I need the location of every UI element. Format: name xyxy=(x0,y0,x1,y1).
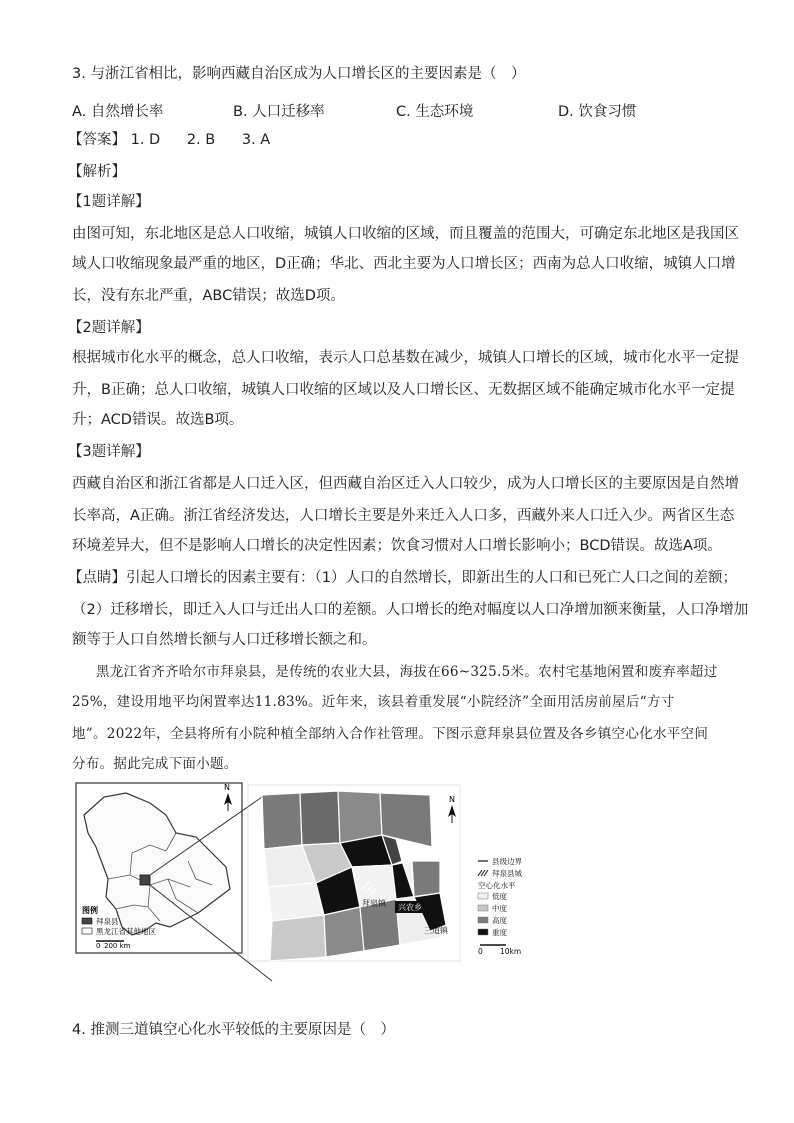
dianqing-line: 引起人口增长的因素主要有：（1）人口的自然增长，即新出生的人口和已死亡人口之间的差额； xyxy=(126,570,737,586)
detail3-line: 长率高，A正确。浙江省经济发达，人口增长主要是外来迁入人口多，西藏外来人口迁入少。两省区生态 xyxy=(72,508,735,524)
dianqing-line: （2）迁移增长，即迁入人口与迁出人口的差额。人口增长的绝对幅度以人口净增加额来衡量，人口净增加 xyxy=(72,602,749,618)
label-baiquan-town: 拜泉镇 xyxy=(362,899,386,908)
detail1-line: 由图可知，东北地区是总人口收缩，城镇人口收缩的区域，而且覆盖的范围大，可确定东北地区是我国区 xyxy=(72,226,739,242)
inset-legend-other: 黑龙江省其他地区 xyxy=(96,927,156,936)
inset-legend-swatch-other xyxy=(82,928,92,934)
legend-high: 高度 xyxy=(492,916,507,925)
dianqing-tag: 【点睛】 xyxy=(68,570,126,586)
q3-option-d: D. 饮食习惯 xyxy=(558,104,637,120)
dianqing-row xyxy=(68,568,737,588)
detail1-tag: 【1题详解】 xyxy=(68,194,150,210)
label-xingnong: 兴农乡 xyxy=(398,903,422,912)
answer-tag: 【答案】 xyxy=(68,132,126,148)
township-polygons xyxy=(262,791,446,961)
legend-low-swatch xyxy=(478,893,488,899)
legend-boundary: 县级边界 xyxy=(492,857,522,866)
q3-stem: 3. 与浙江省相比，影响西藏自治区成为人口增长区的主要因素是（ ） xyxy=(72,66,526,82)
inset-legend-baiquan: 拜泉县 xyxy=(96,917,119,926)
material-line: 黑龙江省齐齐哈尔市拜泉县，是传统的农业大县，海拔在66~325.5米。农村宅基地闲置和废弃率超过 xyxy=(96,664,718,680)
legend-mid: 中度 xyxy=(492,904,507,913)
detail2-line: 升，B正确；总人口收缩，城镇人口收缩的区域以及人口增长区、无数据区域不能确定城市化水平一定提 xyxy=(72,382,735,398)
inset-scale-zero: 0 xyxy=(96,942,101,950)
detail1-line: 域人口收缩现象最严重的地区，D正确；华北、西北主要为人口增长区；西南为总人口收缩，城镇人口增 xyxy=(72,256,736,272)
detail2-tag: 【2题详解】 xyxy=(68,320,150,336)
detail2-line: 升；ACD错误。故选B项。 xyxy=(72,412,244,428)
legend-seat-swatch xyxy=(478,870,488,876)
inset-legend-title: 图例 xyxy=(82,906,98,915)
dianqing-line: 额等于人口自然增长额与人口迁移增长额之和。 xyxy=(72,632,377,648)
analysis-tag: 【解析】 xyxy=(68,164,126,180)
legend-severe: 重度 xyxy=(492,928,507,937)
detail3-line: 西藏自治区和浙江省都是人口迁入区，但西藏自治区迁入人口较少，成为人口增长区的主要原因是自然增 xyxy=(72,476,739,492)
detail3-line: 环境差异大，但不是影响人口增长的决定性因素；饮食习惯对人口增长影响小；BCD错误。故选A项。 xyxy=(72,538,722,554)
detail2-line: 根据城市化水平的概念，总人口收缩，表示人口总基数在减少，城镇人口增长的区域，城市化水平一定提 xyxy=(72,350,739,366)
q3-option-c: C. 生态环境 xyxy=(396,104,474,120)
legend-seat: 拜泉县城 xyxy=(492,869,522,878)
q3-option-a: A. 自然增长率 xyxy=(72,104,164,120)
inset-baiquan xyxy=(140,875,150,885)
answer-item: 2. B xyxy=(186,132,216,148)
legend-low: 低度 xyxy=(492,892,507,901)
legend-scale-end: 10km xyxy=(500,947,522,956)
q4-stem: 4. 推测三道镇空心化水平较低的主要原因是（ ） xyxy=(72,1022,395,1038)
material-line: 分布。据此完成下面小题。 xyxy=(72,756,238,772)
figure-map xyxy=(0,775,794,1015)
q3-option-b: B. 人口迁移率 xyxy=(233,104,325,120)
material-line: 25%，建设用地平均闲置率达11.83%。近年来，该县着重发展“小院经济”全面用活房前屋后“方寸 xyxy=(72,694,675,710)
material-line: 地”。2022年，全县将所有小院种植全部纳入合作社管理。下图示意拜泉县位置及各乡镇空心化水平空间 xyxy=(72,726,709,742)
legend-scale-zero: 0 xyxy=(478,947,483,956)
answer-item: 3. A xyxy=(241,132,271,148)
detail3-tag: 【3题详解】 xyxy=(68,444,150,460)
map-legend xyxy=(478,856,522,956)
label-sandao: 三道镇 xyxy=(424,926,448,935)
inset-legend-swatch-baiquan xyxy=(82,918,92,924)
legend-high-swatch xyxy=(478,917,488,923)
inset-scale-label: 200 km xyxy=(104,942,131,950)
detail1-line: 长，没有东北严重，ABC错误；故选D项。 xyxy=(72,288,345,304)
legend-title: 空心化水平 xyxy=(478,881,516,890)
legend-severe-swatch xyxy=(478,929,488,935)
main-north-label: N xyxy=(449,795,455,804)
answer-item: 1. D xyxy=(130,132,161,148)
answer-row xyxy=(68,130,292,150)
legend-mid-swatch xyxy=(478,905,488,911)
main-north-arrow xyxy=(448,805,456,823)
inset-north-label: N xyxy=(224,783,230,792)
